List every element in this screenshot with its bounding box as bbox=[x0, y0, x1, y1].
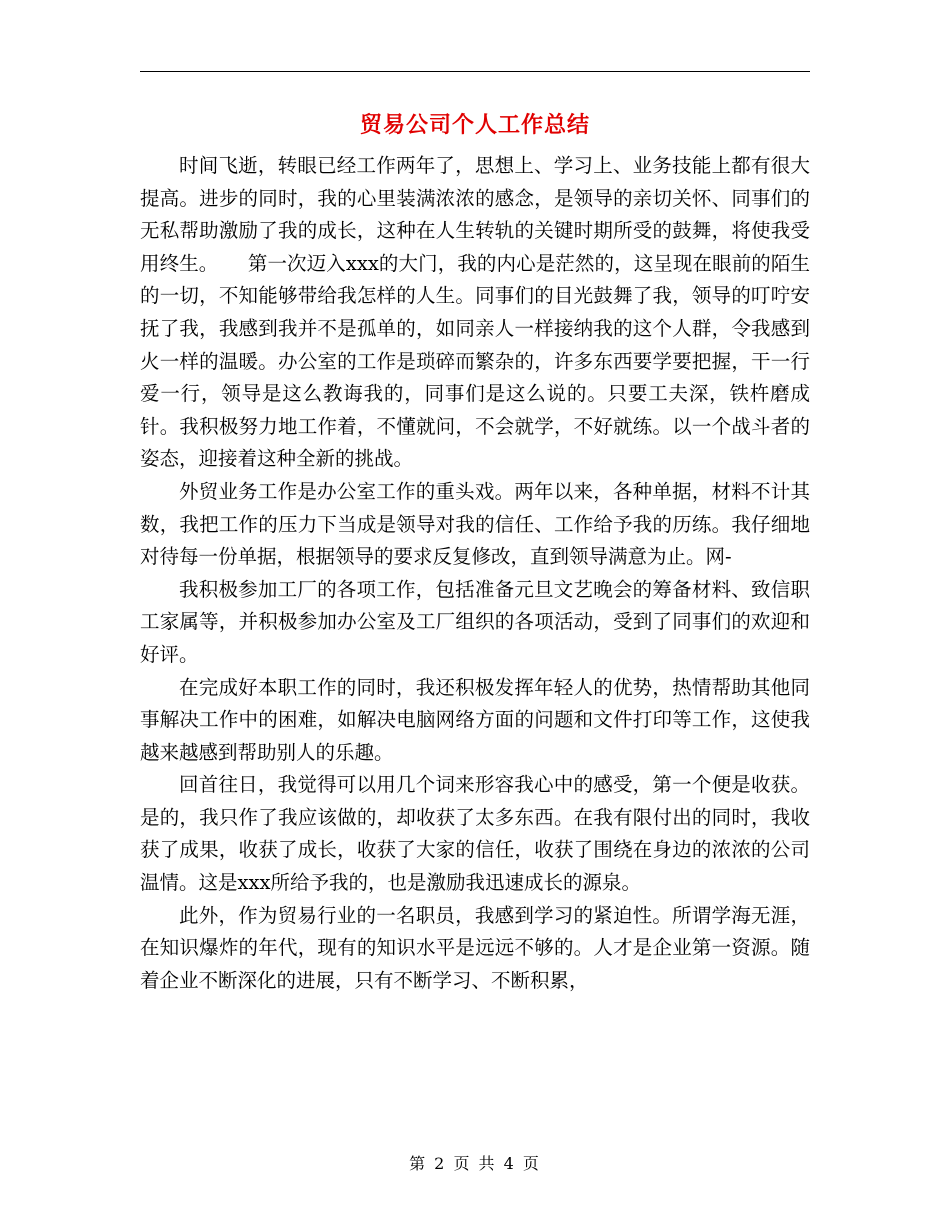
page-footer: 第 2 页 共 4 页 bbox=[409, 1154, 541, 1173]
paragraph-4: 在完成好本职工作的同时，我还积极发挥年轻人的优势，热情帮助其他同事解决工作中的困难，如解决电脑网络方面的问题和文件打印等工作，这使我越来越感到帮助别人的乐趣。 bbox=[140, 675, 810, 764]
paragraph-3: 我积极参加工厂的各项工作，包括准备元旦文艺晚会的筹备材料、致信职工家属等，并积极参加办公室及工厂组织的各项活动，受到了同事们的欢迎和好评。 bbox=[140, 577, 810, 666]
document-body bbox=[140, 150, 810, 997]
paragraph-1: 时间飞逝，转眼已经工作两年了，思想上、学习上、业务技能上都有很大提高。进步的同时，我的心里装满浓浓的感念，是领导的亲切关怀、同事们的无私帮助激励了我的成长，这种在人生转轨的关键时期所受的鼓舞，将使我受用终生。 第一次迈入xxx的大门，我的内心是茫然的，这呈现在眼前的陌生的一切，不知能够带给我怎样的人生。同事们的目光鼓舞了我，领导的叮咛安抚了我，我感到我并不是孤单的，如同亲人一样接纳我的这个人群，令我感到火一样的温暖。办公室的工作是琐碎而繁杂的，许多东西要学要把握，干一行爱一行，领导是这么教诲我的，同事们是这么说的。只要工夫深，铁杵磨成针。我积极努力地工作着，不懂就问，不会就学，不好就练。以一个战斗者的姿态，迎接着这种全新的挑战。 bbox=[140, 154, 810, 471]
header-rule bbox=[140, 71, 810, 72]
paragraph-2: 外贸业务工作是办公室工作的重头戏。两年以来，各种单据，材料不计其数，我把工作的压力下当成是领导对我的信任、工作给予我的历练。我仔细地对待每一份单据，根据领导的要求反复修改，直到领导满意为止。网- bbox=[140, 479, 810, 569]
paragraph-6: 此外，作为贸易行业的一名职员，我感到学习的紧迫性。所谓学海无涯，在知识爆炸的年代，现有的知识水平是远远不够的。人才是企业第一资源。随着企业不断深化的进展，只有不断学习、不断积累， bbox=[140, 903, 810, 992]
paragraph-5: 回首往日，我觉得可以用几个词来形容我心中的感受，第一个便是收获。是的，我只作了我应该做的，却收获了太多东西。在我有限付出的同时，我收获了成果，收获了成长，收获了大家的信任，收获了围绕在身边的浓浓的公司温情。这是xxx所给予我的，也是激励我迅速成长的源泉。 bbox=[140, 773, 810, 895]
document-title: 贸易公司个人工作总结 bbox=[359, 112, 590, 138]
